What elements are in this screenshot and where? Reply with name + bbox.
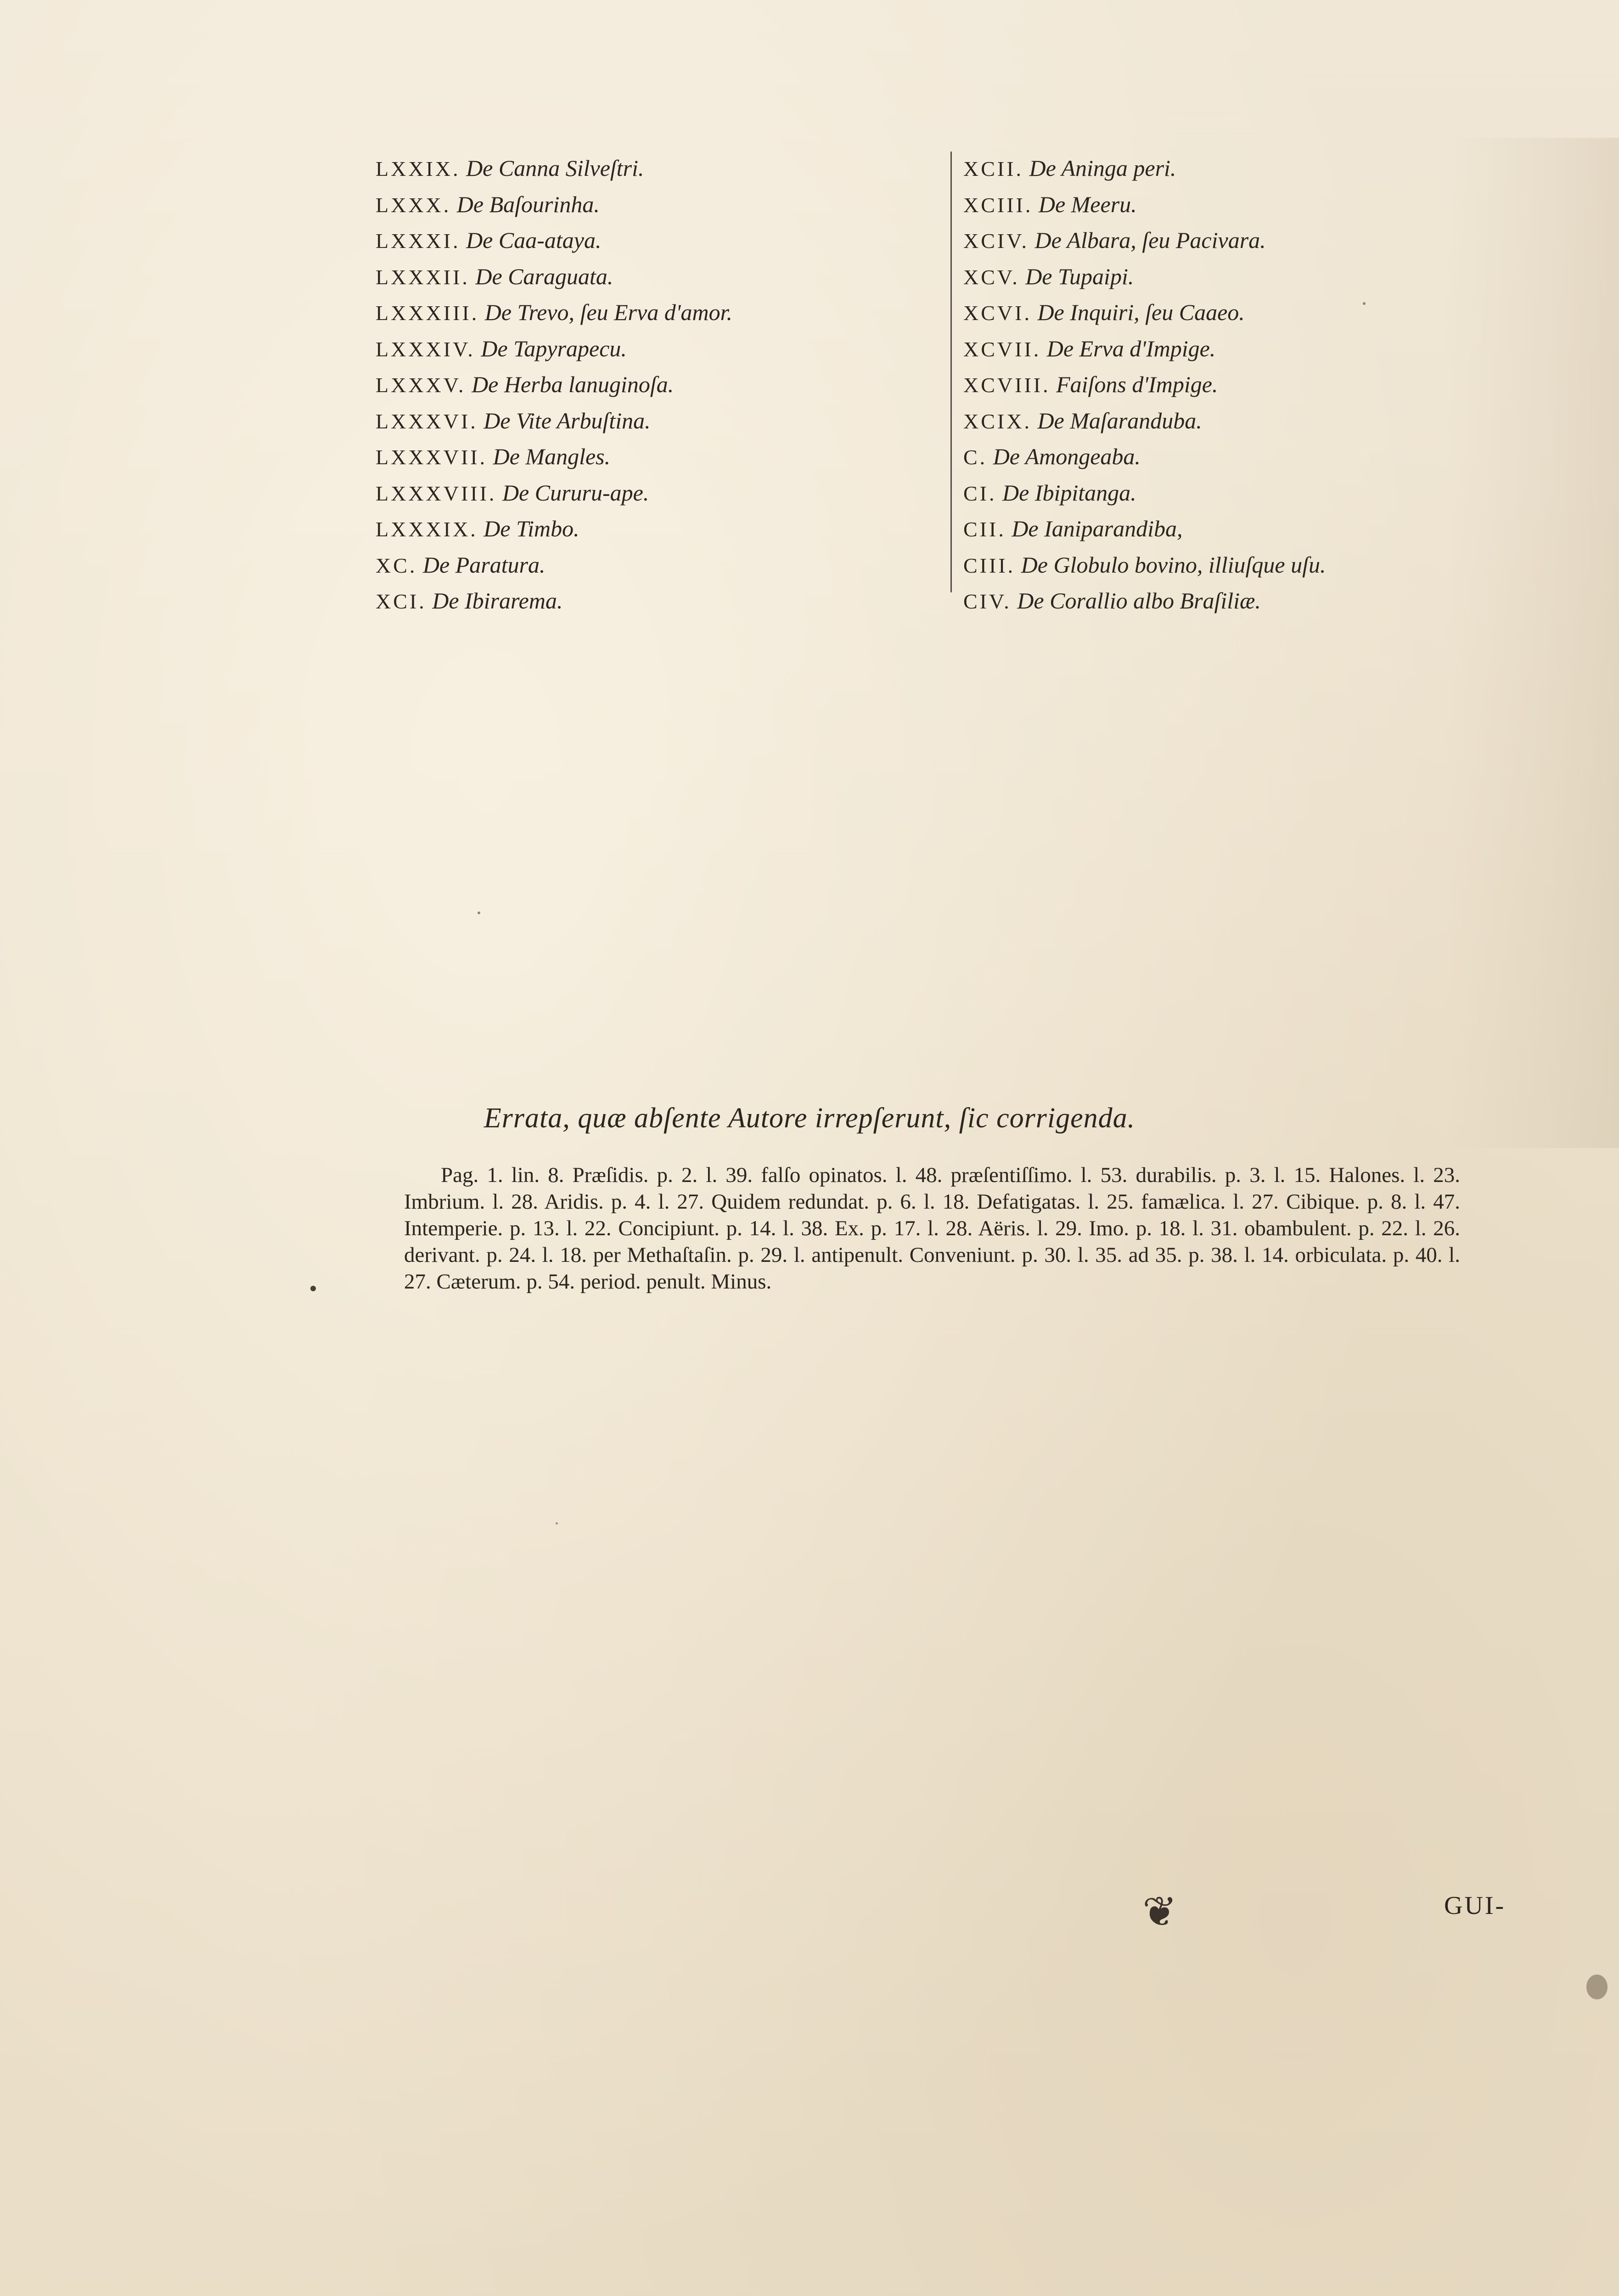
chapter-number: LXXXII. bbox=[376, 265, 470, 289]
toc-entry bbox=[376, 511, 940, 547]
chapter-title: De Trevo, ſeu Erva d'amor. bbox=[484, 299, 733, 325]
toc-entry bbox=[963, 151, 1523, 187]
toc-entry bbox=[963, 511, 1523, 547]
catchword: GUI- bbox=[1444, 1891, 1506, 1920]
chapter-title: De Mangles. bbox=[493, 444, 611, 469]
ink-speck bbox=[310, 1286, 316, 1291]
toc-entry bbox=[376, 331, 940, 367]
chapter-number: LXXXVI. bbox=[376, 409, 478, 433]
chapter-title: De Meeru. bbox=[1038, 191, 1137, 217]
chapter-number: CII. bbox=[963, 518, 1006, 541]
toc-entry bbox=[376, 223, 940, 259]
toc-entry bbox=[963, 403, 1523, 439]
chapter-number: XCI. bbox=[376, 590, 427, 613]
toc-entry bbox=[376, 295, 940, 331]
chapter-title: De Tapyrapecu. bbox=[481, 335, 627, 361]
errata-heading: Errata, quæ abſente Autore irrepſerunt, ſic corrigenda. bbox=[483, 1103, 1136, 1134]
toc-entry bbox=[963, 331, 1523, 367]
chapter-number: XCIV. bbox=[963, 229, 1029, 253]
chapter-number: LXXXI. bbox=[376, 229, 461, 253]
chapter-title: De Corallio albo Braſiliæ. bbox=[1017, 588, 1261, 613]
toc-right-column bbox=[963, 151, 1523, 619]
toc-entry bbox=[376, 259, 940, 295]
toc-entry bbox=[376, 187, 940, 223]
chapter-number: XCII. bbox=[963, 157, 1024, 180]
chapter-title: De Inquiri, ſeu Caaeo. bbox=[1037, 299, 1245, 325]
chapter-number: LXXXV. bbox=[376, 373, 466, 397]
toc-entry bbox=[963, 223, 1523, 259]
chapter-title: De Globulo bovino, illiuſque uſu. bbox=[1021, 551, 1326, 578]
chapter-title: De Herba lanuginoſa. bbox=[472, 371, 674, 397]
fleuron-ornament-icon: ❦ bbox=[1142, 1890, 1177, 1935]
chapter-number: LXXXIX. bbox=[376, 518, 478, 541]
toc-entry bbox=[376, 547, 940, 584]
chapter-title: De Ibirarema. bbox=[432, 588, 563, 613]
toc-entry bbox=[376, 439, 940, 475]
chapter-number: CIII. bbox=[963, 553, 1016, 577]
chapter-title: De Vite Arbuſtina. bbox=[483, 407, 651, 433]
chapter-title: De Albara, ſeu Pacivara. bbox=[1034, 227, 1266, 253]
ink-speck bbox=[1586, 1975, 1608, 1999]
toc-entry bbox=[376, 403, 940, 439]
chapter-title: De Caraguata. bbox=[475, 263, 613, 289]
chapter-number: LXXXVIII. bbox=[376, 481, 497, 505]
chapter-number: XCVI. bbox=[963, 301, 1032, 325]
chapter-number: CI. bbox=[963, 481, 997, 505]
toc-entry bbox=[963, 439, 1523, 475]
chapter-number: LXXXIII. bbox=[376, 301, 479, 325]
chapter-title: De Cururu-ape. bbox=[502, 479, 649, 506]
chapter-number: LXXXIV. bbox=[376, 337, 475, 361]
toc-entry bbox=[963, 547, 1523, 584]
ink-speck bbox=[556, 1522, 558, 1525]
column-divider bbox=[950, 152, 952, 592]
chapter-title: De Amongeaba. bbox=[993, 444, 1141, 469]
chapter-title: De Tupaipi. bbox=[1025, 263, 1134, 289]
toc-entry bbox=[963, 187, 1523, 223]
chapter-title: De Timbo. bbox=[483, 516, 579, 541]
chapter-title: De Baſourinha. bbox=[456, 191, 600, 217]
chapter-number: LXXX. bbox=[376, 193, 451, 217]
chapter-title: De Canna Silveſtri. bbox=[466, 155, 644, 181]
chapter-title: De Aninga peri. bbox=[1029, 155, 1176, 181]
chapter-title: De Caa-ataya. bbox=[466, 227, 602, 253]
toc-left-column bbox=[376, 151, 940, 619]
chapter-title: De Maſaranduba. bbox=[1037, 407, 1202, 433]
chapter-number: XCIX. bbox=[963, 409, 1032, 433]
chapter-number: LXXIX. bbox=[376, 157, 461, 180]
toc-entry bbox=[963, 583, 1523, 619]
chapter-number: C. bbox=[963, 445, 988, 469]
toc-entry bbox=[963, 367, 1523, 403]
chapter-title: De Ibipitanga. bbox=[1002, 479, 1136, 506]
toc-entry bbox=[963, 475, 1523, 512]
chapter-number: XC. bbox=[376, 553, 417, 577]
chapter-title: De Paratura. bbox=[422, 551, 545, 578]
toc-entry bbox=[963, 295, 1523, 331]
errata-text: Pag. 1. lin. 8. Præſidis. p. 2. l. 39. falſo opinatos. l. 48. præſentiſſimo. l. 53. durabilis. p. 3. l. 15. Halones. l. 23. Imbrium. l. 28. Aridis. p. 4. l. 27. Quidem redundat. p. 6. l. 18. Defatigatas. l. 25. famælica. l. 27. Cibique. p. 8. l. 47. Intemperie. p. 13. l. 22. Concipiunt. p. 14. l. 38. Ex. p. 17. l. 28. Aëris. l. 29. Imo. p. 18. l. 31. obambulent. p. 22. l. 26. derivant. p. 24. l. 18. per Methaſtaſin. p. 29. l. antipenult. Conveniunt. p. 30. l. 35. ad 35. p. 38. l. 14. orbiculata. p. 40. l. 27. Cæterum. p. 54. period. penult. Minus. bbox=[404, 1163, 1460, 1294]
chapter-number: XCVIII. bbox=[963, 373, 1051, 397]
toc-entry bbox=[376, 475, 940, 512]
chapter-title: De Ianiparandiba, bbox=[1012, 516, 1183, 541]
chapter-number: XCV. bbox=[963, 265, 1020, 289]
toc-entry bbox=[963, 259, 1523, 295]
ink-speck bbox=[478, 912, 480, 914]
chapter-number: LXXXVII. bbox=[376, 445, 488, 469]
chapter-number: CIV. bbox=[963, 590, 1012, 613]
chapter-number: XCVII. bbox=[963, 337, 1041, 361]
ink-speck bbox=[1363, 302, 1366, 305]
toc-entry bbox=[376, 583, 940, 619]
toc-entry bbox=[376, 367, 940, 403]
chapter-title: De Erva d'Impige. bbox=[1046, 335, 1216, 361]
chapter-number: XCIII. bbox=[963, 193, 1033, 217]
toc-entry bbox=[376, 151, 940, 187]
chapter-title: Faiſons d'Impige. bbox=[1056, 371, 1218, 397]
